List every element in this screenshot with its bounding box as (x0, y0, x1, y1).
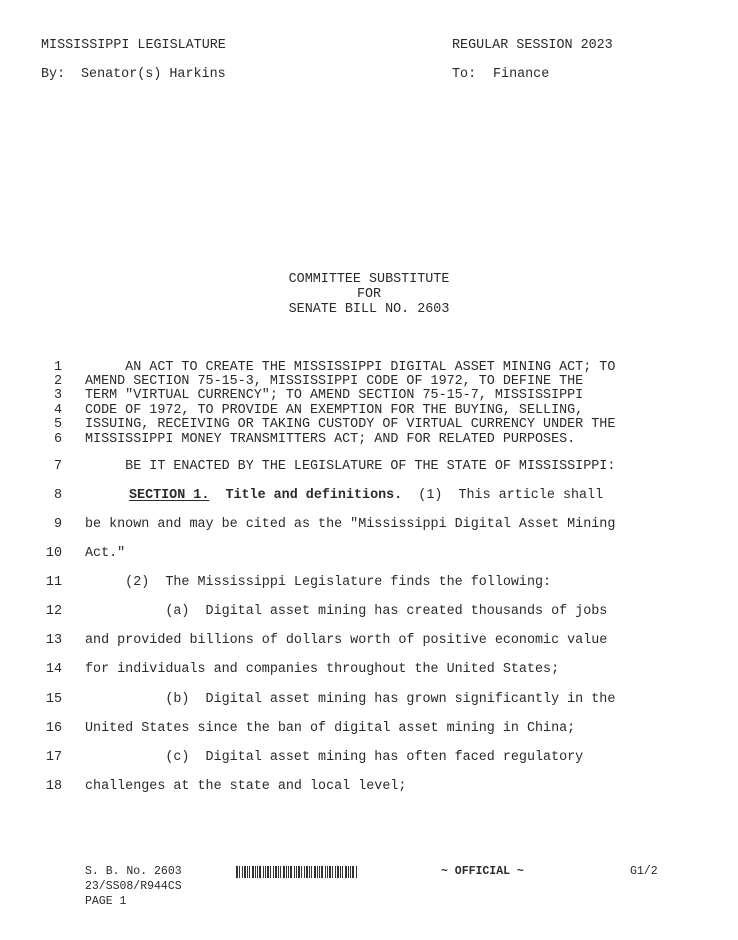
title-line: TERM "VIRTUAL CURRENCY"; TO AMEND SECTION 75-15-7, MISSISSIPPI (85, 388, 584, 403)
line-number: 1 (53, 360, 62, 375)
line-number: 11 (45, 575, 62, 590)
line-number: 17 (45, 750, 62, 765)
sponsor-name: Senator(s) Harkins (81, 67, 226, 82)
line-number: 15 (45, 692, 62, 707)
section-heading: SECTION 1. (129, 488, 210, 503)
line-number: 13 (45, 633, 62, 648)
title-line: CODE OF 1972, TO PROVIDE AN EXEMPTION FOR THE BUYING, SELLING, (85, 403, 584, 418)
line-number: 10 (45, 546, 62, 561)
legislature-name: MISSISSIPPI LEGISLATURE (41, 38, 226, 53)
line-number: 9 (53, 517, 62, 532)
by-label: By: (41, 67, 66, 82)
line-number: 7 (53, 459, 62, 474)
title-line: AMEND SECTION 75-15-3, MISSISSIPPI CODE OF 1972, TO DEFINE THE (85, 374, 584, 389)
body-line: (c) Digital asset mining has often faced regulatory (85, 750, 584, 765)
line-number: 2 (53, 374, 62, 389)
title-line: MISSISSIPPI MONEY TRANSMITTERS ACT; AND FOR RELATED PURPOSES. (85, 432, 576, 447)
line-number: 4 (53, 403, 62, 418)
line-number: 3 (53, 388, 62, 403)
section-line (129, 488, 603, 503)
line-number: 8 (53, 488, 62, 503)
line-number: 18 (45, 779, 62, 794)
session-label: REGULAR SESSION 2023 (452, 38, 613, 53)
line-number: 5 (53, 417, 62, 432)
footer-bill-number: S. B. No. 2603 (85, 865, 182, 878)
line-number: 6 (53, 432, 62, 447)
line-number: 14 (45, 662, 62, 677)
committee-name: Finance (493, 67, 550, 82)
body-line: and provided billions of dollars worth of positive economic value (85, 633, 608, 648)
body-line: (a) Digital asset mining has created thousands of jobs (85, 604, 608, 619)
senate-bill-number: SENATE BILL NO. 2603 (288, 302, 450, 317)
title-line: AN ACT TO CREATE THE MISSISSIPPI DIGITAL ASSET MINING ACT; TO (85, 360, 616, 375)
title-line: ISSUING, RECEIVING OR TAKING CUSTODY OF VIRTUAL CURRENCY UNDER THE (85, 417, 616, 432)
body-line: (b) Digital asset mining has grown significantly in the (85, 692, 616, 707)
body-line: for individuals and companies throughout the United States; (85, 662, 560, 677)
official-label: ~ OFFICIAL ~ (441, 865, 524, 878)
section-text: (1) This article shall (402, 488, 604, 503)
body-line: Act." (85, 546, 126, 561)
for-label: FOR (356, 287, 382, 302)
barcode-graphic (236, 866, 360, 878)
footer-page: PAGE 1 (85, 895, 127, 908)
committee-substitute-title: COMMITTEE SUBSTITUTE (288, 272, 450, 287)
section-subheading: Title and definitions. (225, 488, 403, 503)
body-line: challenges at the state and local level; (85, 779, 407, 794)
enacting-clause: BE IT ENACTED BY THE LEGISLATURE OF THE STATE OF MISSISSIPPI: (85, 459, 616, 474)
version-label: G1/2 (630, 865, 658, 878)
to-label: To: (452, 67, 477, 82)
line-number: 12 (45, 604, 62, 619)
body-line: (2) The Mississippi Legislature finds the following: (85, 575, 552, 590)
body-line: be known and may be cited as the "Mississippi Digital Asset Mining (85, 517, 616, 532)
line-number: 16 (45, 721, 62, 736)
footer-code: 23/SS08/R944CS (85, 880, 182, 893)
body-line: United States since the ban of digital asset mining in China; (85, 721, 576, 736)
